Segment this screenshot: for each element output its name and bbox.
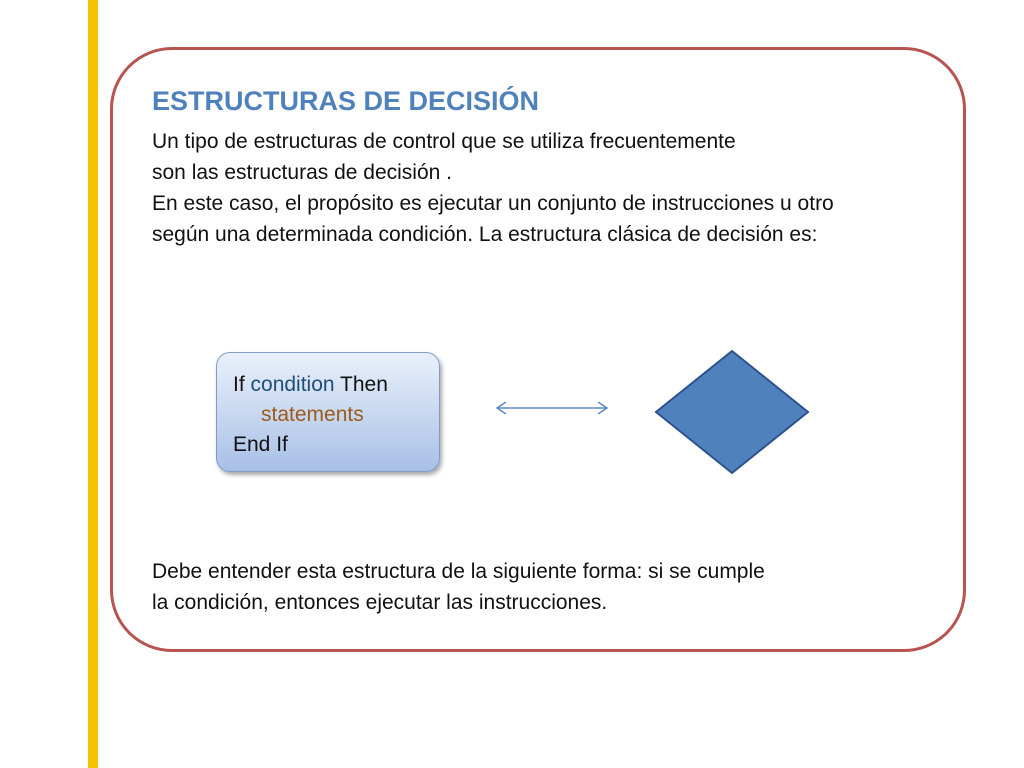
end-if-line: End If: [233, 433, 288, 456]
intro-line: En este caso, el propósito es ejecutar un conjunto de instrucciones u otro: [152, 192, 834, 215]
footer-line: la condición, entonces ejecutar las instrucciones.: [152, 591, 608, 614]
intro-paragraph: [152, 126, 834, 250]
double-arrow-icon: [494, 396, 610, 420]
intro-line: Un tipo de estructuras de control que se utiliza frecuentemente: [152, 130, 736, 153]
if-keyword: If: [233, 373, 245, 396]
intro-line: son las estructuras de decisión .: [152, 161, 452, 184]
footer-paragraph: [152, 556, 765, 618]
condition-word: condition: [250, 373, 335, 396]
statements-word: statements: [261, 403, 364, 426]
footer-line: Debe entender esta estructura de la siguiente forma: si se cumple: [152, 560, 765, 583]
then-keyword: Then: [340, 373, 388, 396]
intro-line: según una determinada condición. La estructura clásica de decisión es:: [152, 223, 818, 246]
decision-diamond-icon: [652, 348, 812, 476]
slide-title: ESTRUCTURAS DE DECISIÓN: [152, 86, 540, 116]
accent-bar: [88, 0, 98, 768]
code-if-line: [233, 370, 439, 400]
pseudocode-box: [216, 352, 440, 472]
